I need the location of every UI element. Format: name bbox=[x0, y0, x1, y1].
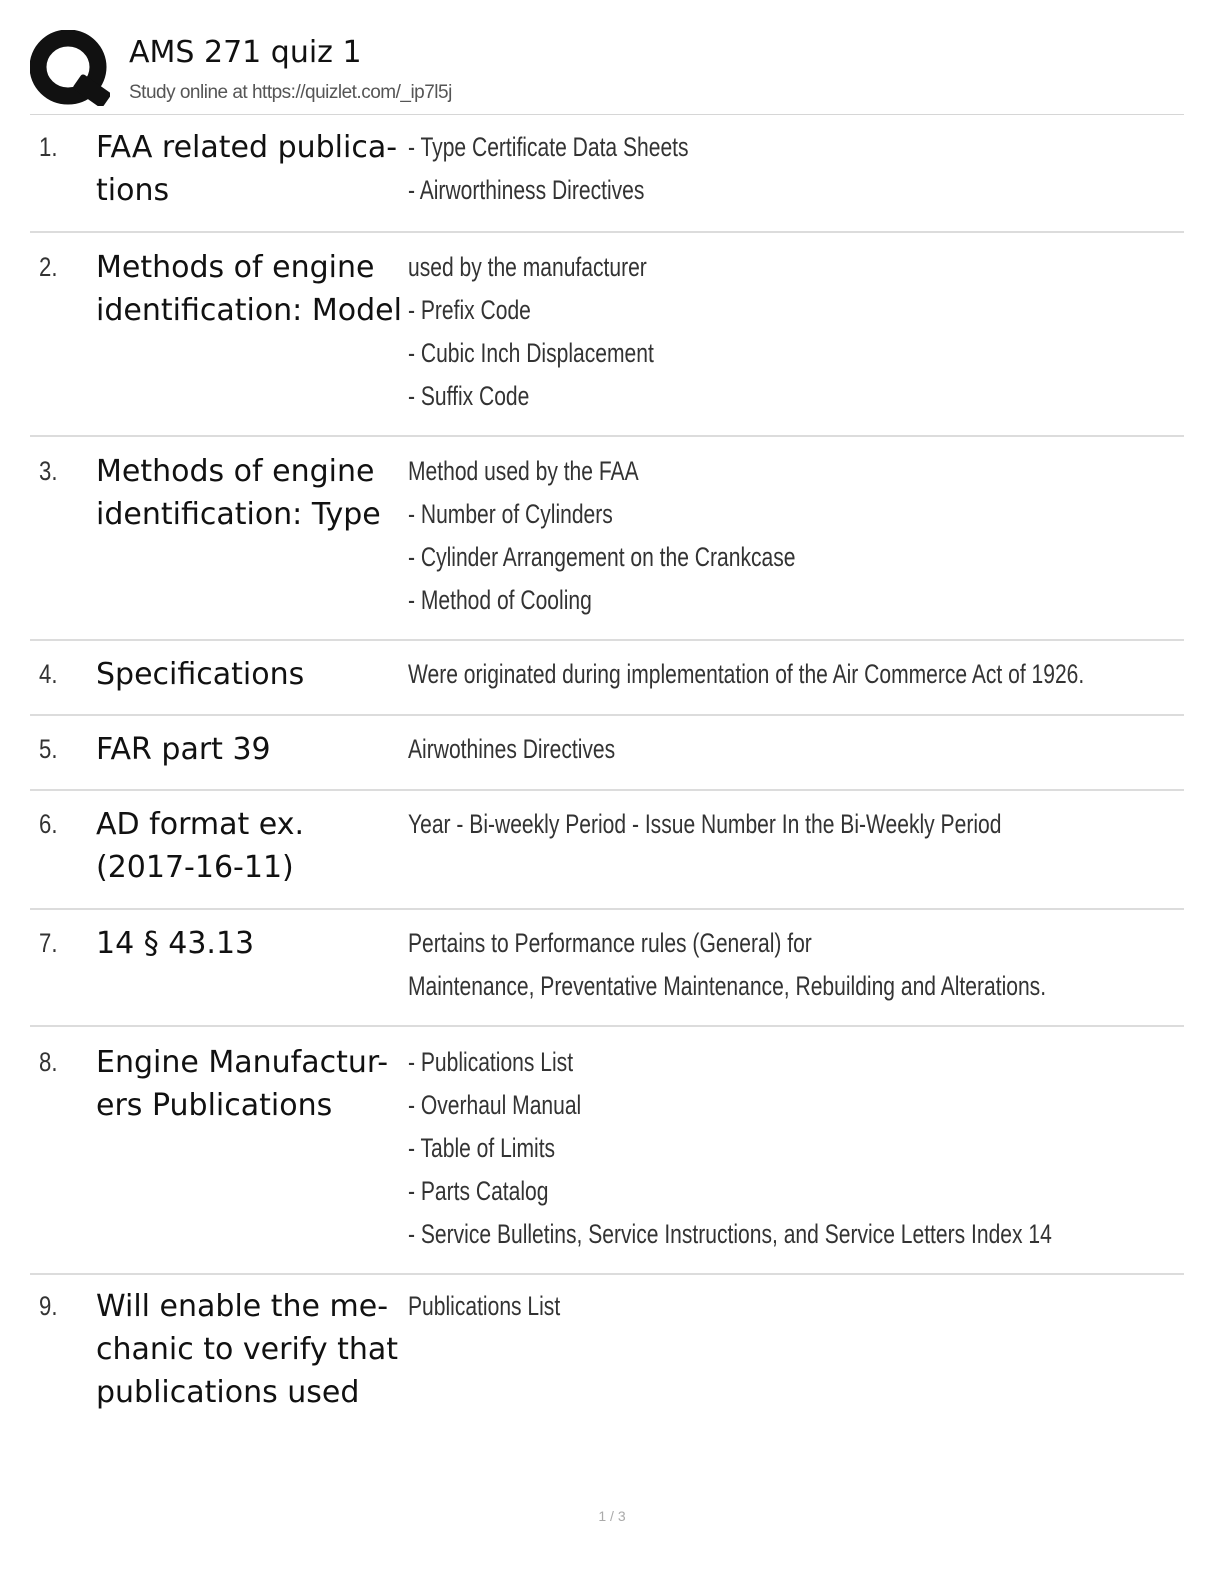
card-term bbox=[96, 1285, 411, 1414]
card-term-line: Specifications bbox=[96, 657, 305, 692]
card-definition-line: Year - Bi-weekly Period - Issue Number In the Bi-Weekly Period bbox=[408, 809, 1002, 839]
card-term bbox=[96, 450, 411, 536]
card-definition bbox=[408, 450, 1178, 622]
card-number: 1. bbox=[39, 132, 58, 162]
card-definition-line: - Publications List bbox=[408, 1047, 574, 1077]
card-definition bbox=[408, 728, 1178, 771]
card-definition-line: - Service Bulletins, Service Instructions, and Service Letters Index 14 bbox=[408, 1219, 1052, 1249]
card-definition bbox=[408, 1285, 1178, 1328]
card-term-line: FAR part 39 bbox=[96, 732, 271, 767]
card-number: 8. bbox=[39, 1047, 58, 1077]
card-term bbox=[96, 1041, 411, 1127]
card-term bbox=[96, 922, 411, 965]
card-term-line: Methods of engine bbox=[96, 454, 375, 489]
flashcard-row bbox=[30, 716, 1184, 791]
card-definition-line: Pertains to Performance rules (General) for bbox=[408, 928, 812, 958]
card-term-line: AD format ex. bbox=[96, 807, 305, 842]
card-definition-line: - Method of Cooling bbox=[408, 585, 592, 615]
card-definition-line: - Overhaul Manual bbox=[408, 1090, 582, 1120]
card-number: 2. bbox=[39, 252, 58, 282]
flashcard-row bbox=[30, 791, 1184, 910]
flashcard-list bbox=[30, 116, 1184, 1455]
card-term-line: Will enable the me- bbox=[96, 1289, 389, 1324]
card-number: 7. bbox=[39, 928, 58, 958]
card-definition-line: - Cylinder Arrangement on the Crankcase bbox=[408, 542, 796, 572]
card-definition-line: - Airworthiness Directives bbox=[408, 175, 645, 205]
card-definition-line: Were originated during implementation of the Air Commerce Act of 1926. bbox=[408, 659, 1085, 689]
card-definition-line: Maintenance, Preventative Maintenance, Rebuilding and Alterations. bbox=[408, 971, 1047, 1001]
flashcard-row bbox=[30, 437, 1184, 641]
card-term-line: Engine Manufactur- bbox=[96, 1045, 389, 1080]
card-term-line: FAA related publica- bbox=[96, 130, 398, 165]
card-term bbox=[96, 126, 411, 212]
card-definition bbox=[408, 803, 1178, 846]
card-definition-line: - Parts Catalog bbox=[408, 1176, 549, 1206]
card-term bbox=[96, 653, 411, 696]
card-definition bbox=[408, 922, 1178, 1008]
page-title: AMS 271 quiz 1 bbox=[129, 35, 362, 70]
card-definition-line: - Prefix Code bbox=[408, 295, 531, 325]
card-number: 5. bbox=[39, 734, 58, 764]
card-term bbox=[96, 803, 411, 889]
card-definition-line: - Cubic Inch Displacement bbox=[408, 338, 654, 368]
flashcard-row bbox=[30, 641, 1184, 716]
card-definition-line: used by the manufacturer bbox=[408, 252, 647, 282]
card-term-line: ers Publications bbox=[96, 1088, 333, 1123]
card-term-line: (2017-16-11) bbox=[96, 850, 294, 885]
card-term-line: identification: Type bbox=[96, 497, 381, 532]
study-online-link[interactable]: Study online at https://quizlet.com/_ip7l5j bbox=[129, 82, 452, 103]
card-number: 9. bbox=[39, 1291, 58, 1321]
card-term-line: tions bbox=[96, 173, 170, 208]
card-definition bbox=[408, 126, 1178, 212]
quizlet-q-logo-icon bbox=[30, 30, 110, 106]
card-definition bbox=[408, 246, 1178, 418]
card-term-line: chanic to verify that bbox=[96, 1332, 399, 1367]
card-term-line: publications used bbox=[96, 1375, 360, 1410]
card-number: 3. bbox=[39, 456, 58, 486]
flashcard-row bbox=[30, 233, 1184, 437]
card-definition-line: Method used by the FAA bbox=[408, 456, 639, 486]
card-definition-line: - Number of Cylinders bbox=[408, 499, 613, 529]
card-term bbox=[96, 246, 411, 332]
page-header bbox=[30, 30, 1184, 115]
card-term bbox=[96, 728, 411, 771]
card-number: 6. bbox=[39, 809, 58, 839]
card-term-line: Methods of engine bbox=[96, 250, 375, 285]
card-term-line: 14 § 43.13 bbox=[96, 926, 255, 961]
flashcard-row bbox=[30, 910, 1184, 1027]
card-definition-line: - Type Certificate Data Sheets bbox=[408, 132, 689, 162]
card-definition-line: - Suffix Code bbox=[408, 381, 530, 411]
page-number: 1 / 3 bbox=[598, 1508, 626, 1524]
card-definition bbox=[408, 1041, 1178, 1256]
card-number: 4. bbox=[39, 659, 58, 689]
card-definition-line: Airwothines Directives bbox=[408, 734, 616, 764]
card-definition-line: Publications List bbox=[408, 1291, 561, 1321]
flashcard-row bbox=[30, 1027, 1184, 1275]
flashcard-row bbox=[30, 116, 1184, 233]
card-definition bbox=[408, 653, 1178, 696]
card-definition-line: - Table of Limits bbox=[408, 1133, 556, 1163]
flashcard-row bbox=[30, 1275, 1184, 1455]
card-term-line: identification: Model bbox=[96, 293, 402, 328]
